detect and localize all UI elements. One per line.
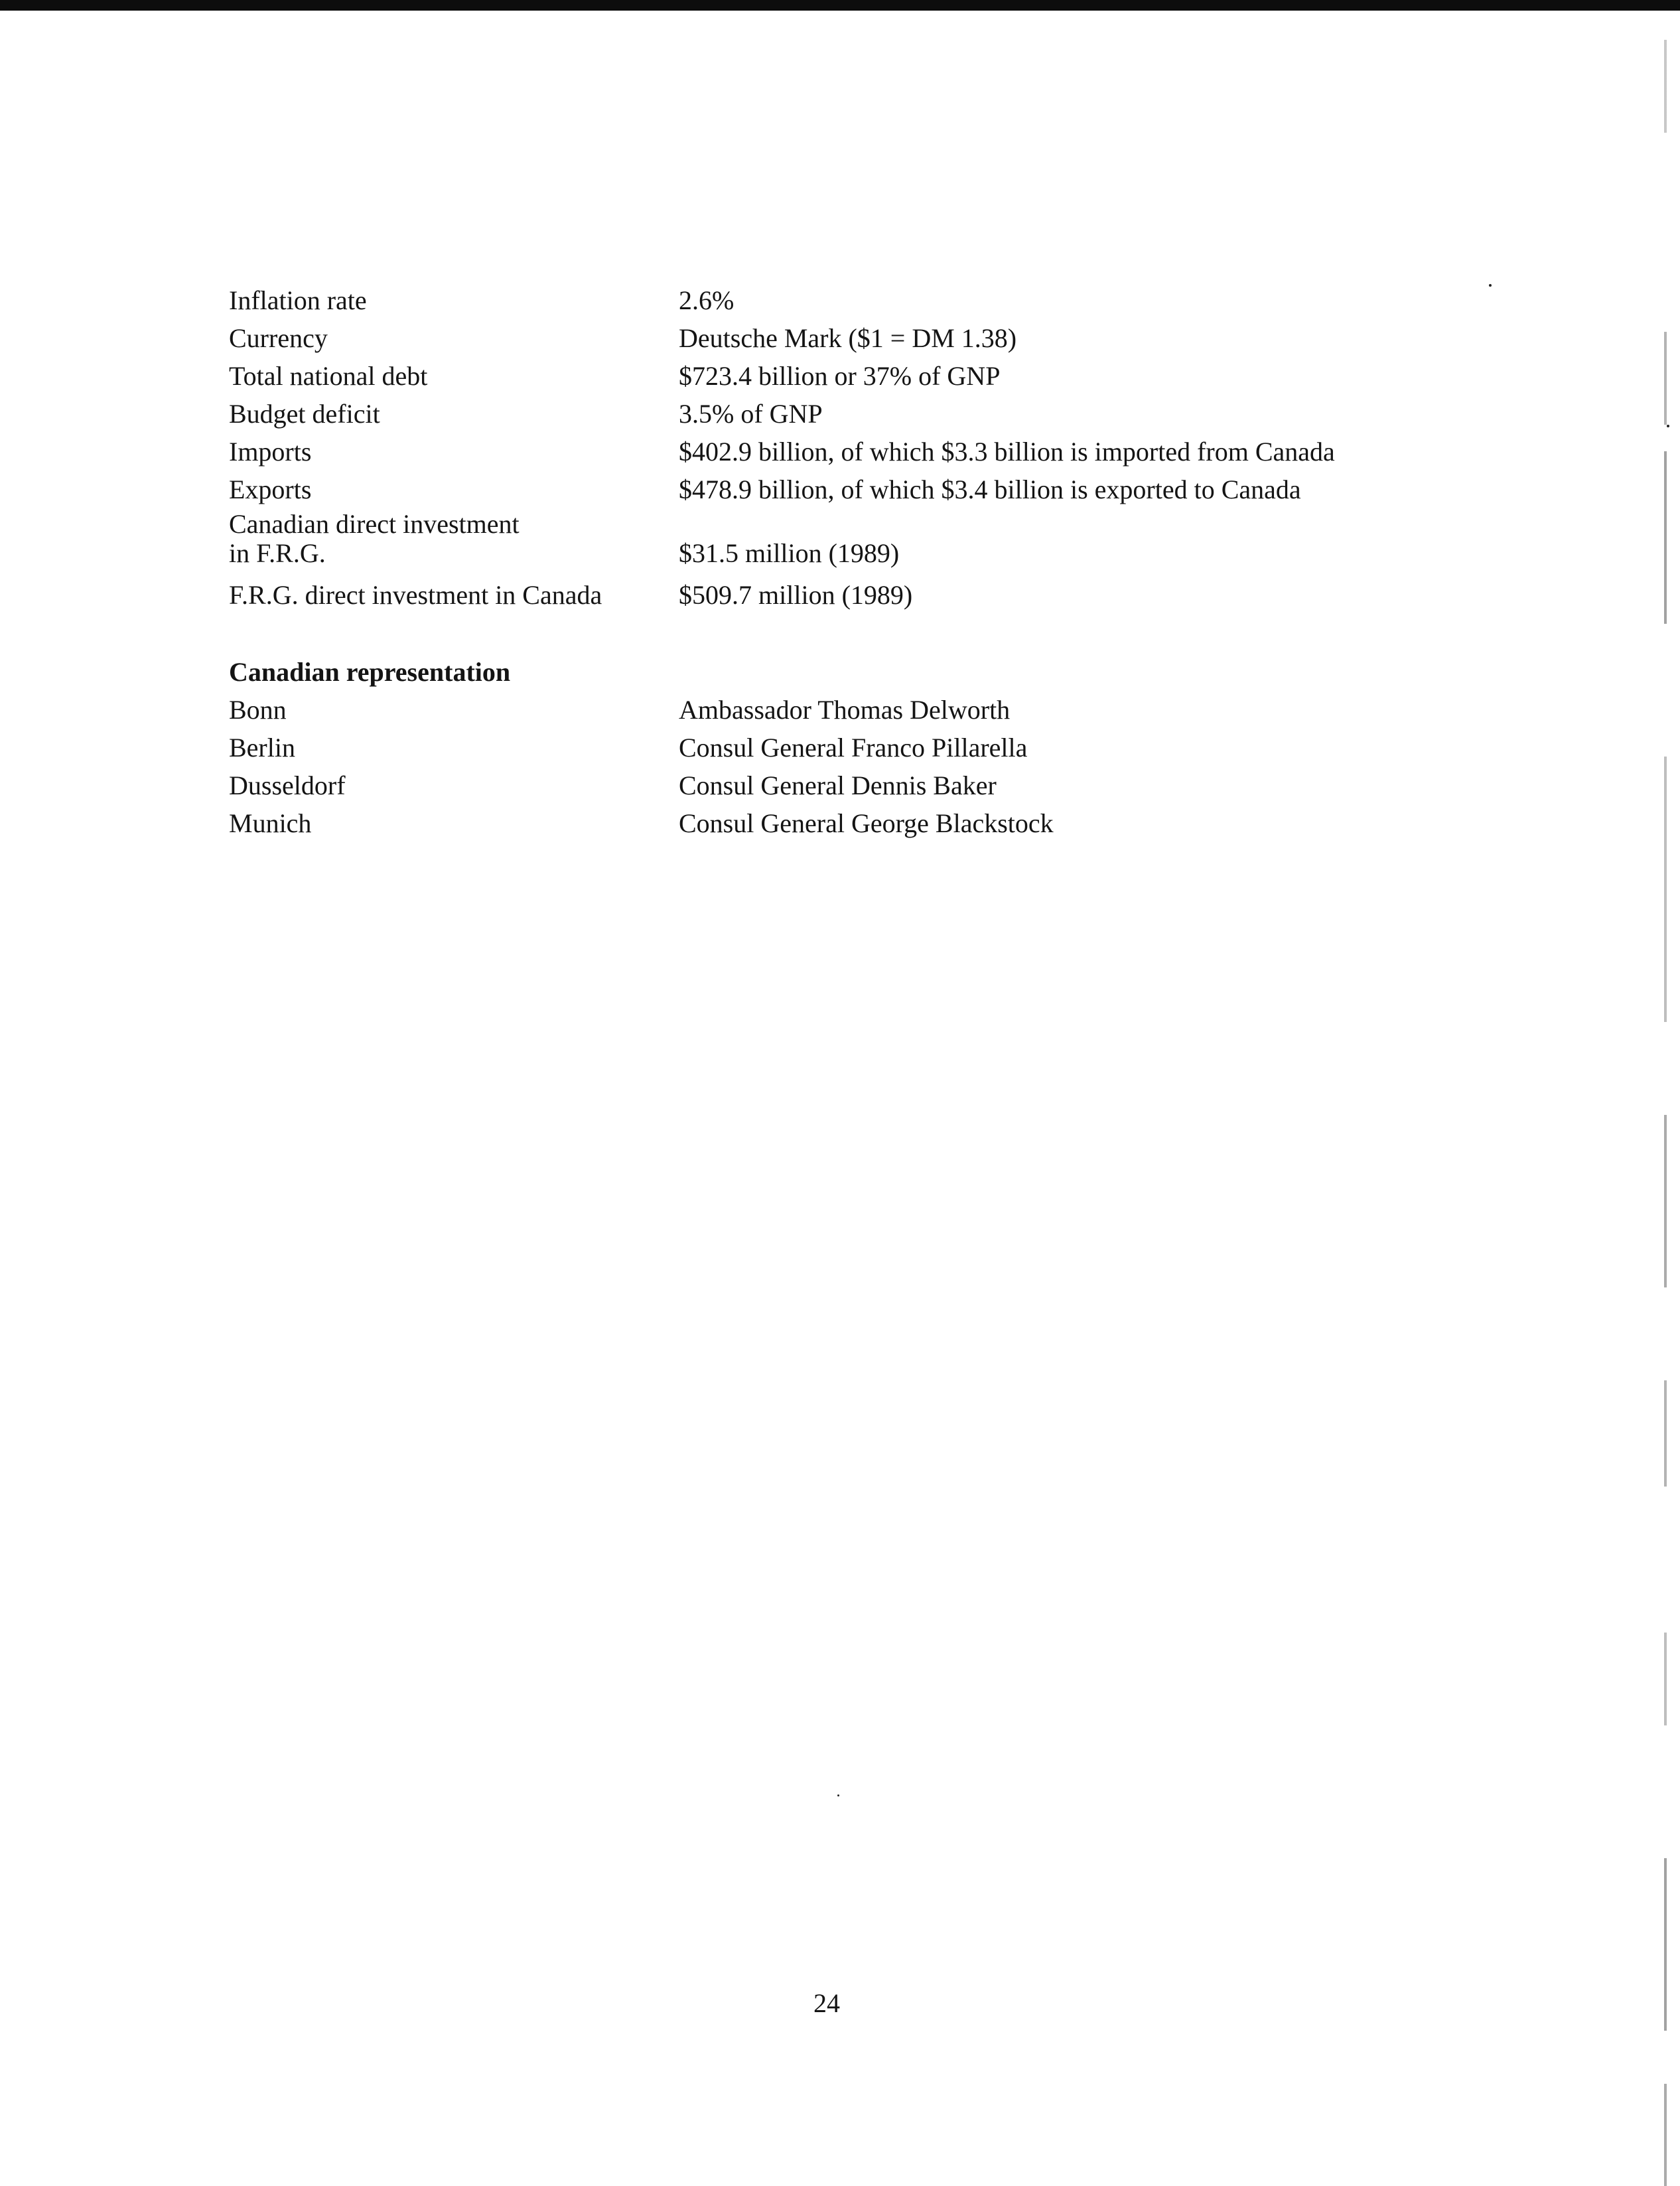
- stat-label: Inflation rate: [229, 285, 367, 315]
- representation-row: [229, 804, 1054, 842]
- scan-speck: [1667, 425, 1669, 427]
- representation-table: [229, 691, 1054, 842]
- rep-official: Consul General Franco Pillarella: [679, 733, 1028, 763]
- representation-row: [229, 766, 1054, 804]
- stat-label-line: Canadian direct investment: [229, 509, 520, 539]
- stat-value: $31.5 million (1989): [679, 538, 900, 568]
- representation-heading: Canadian representation: [229, 657, 511, 687]
- stat-label-line: in F.R.G.: [229, 538, 326, 568]
- rep-official: Consul General Dennis Baker: [679, 770, 997, 800]
- stat-label: Currency: [229, 323, 328, 353]
- scan-right-edge: [1664, 27, 1667, 2186]
- stat-label: Budget deficit: [229, 399, 380, 429]
- stat-label: Total national debt: [229, 361, 428, 391]
- stat-row-currency: [229, 319, 1335, 357]
- stat-value: $509.7 million (1989): [679, 580, 913, 610]
- scan-top-border: [0, 0, 1680, 11]
- stat-value: Deutsche Mark ($1 = DM 1.38): [679, 323, 1017, 353]
- stat-label: [229, 510, 679, 568]
- stat-row-frg-investment: [229, 576, 1335, 614]
- representation-row: [229, 729, 1054, 766]
- stat-label: Exports: [229, 474, 312, 504]
- stat-value: 3.5% of GNP: [679, 399, 823, 429]
- stat-value: $402.9 billion, of which $3.3 billion is imported from Canada: [679, 437, 1335, 467]
- stat-row-imports: [229, 433, 1335, 471]
- stat-row-exports: [229, 471, 1335, 508]
- stat-label: Imports: [229, 437, 312, 467]
- scan-speck: [1489, 284, 1492, 287]
- rep-official: Ambassador Thomas Delworth: [679, 695, 1011, 725]
- stat-label: F.R.G. direct investment in Canada: [229, 580, 602, 610]
- stat-value: $478.9 billion, of which $3.4 billion is exported to Canada: [679, 474, 1301, 504]
- page-number: 24: [813, 1988, 840, 2018]
- stat-row-inflation: [229, 281, 1335, 319]
- rep-city: Dusseldorf: [229, 770, 346, 800]
- rep-official: Consul General George Blackstock: [679, 808, 1054, 838]
- rep-city: Bonn: [229, 695, 287, 725]
- rep-city: Berlin: [229, 733, 295, 763]
- rep-city: Munich: [229, 808, 312, 838]
- scan-speck: [837, 1794, 839, 1796]
- stat-value: 2.6%: [679, 285, 735, 315]
- economic-stats-table: [229, 281, 1335, 614]
- stat-row-canadian-investment: [229, 510, 1335, 576]
- stat-value: $723.4 billion or 37% of GNP: [679, 361, 1001, 391]
- stat-row-budget-deficit: [229, 395, 1335, 433]
- representation-row: [229, 691, 1054, 729]
- stat-row-national-debt: [229, 357, 1335, 395]
